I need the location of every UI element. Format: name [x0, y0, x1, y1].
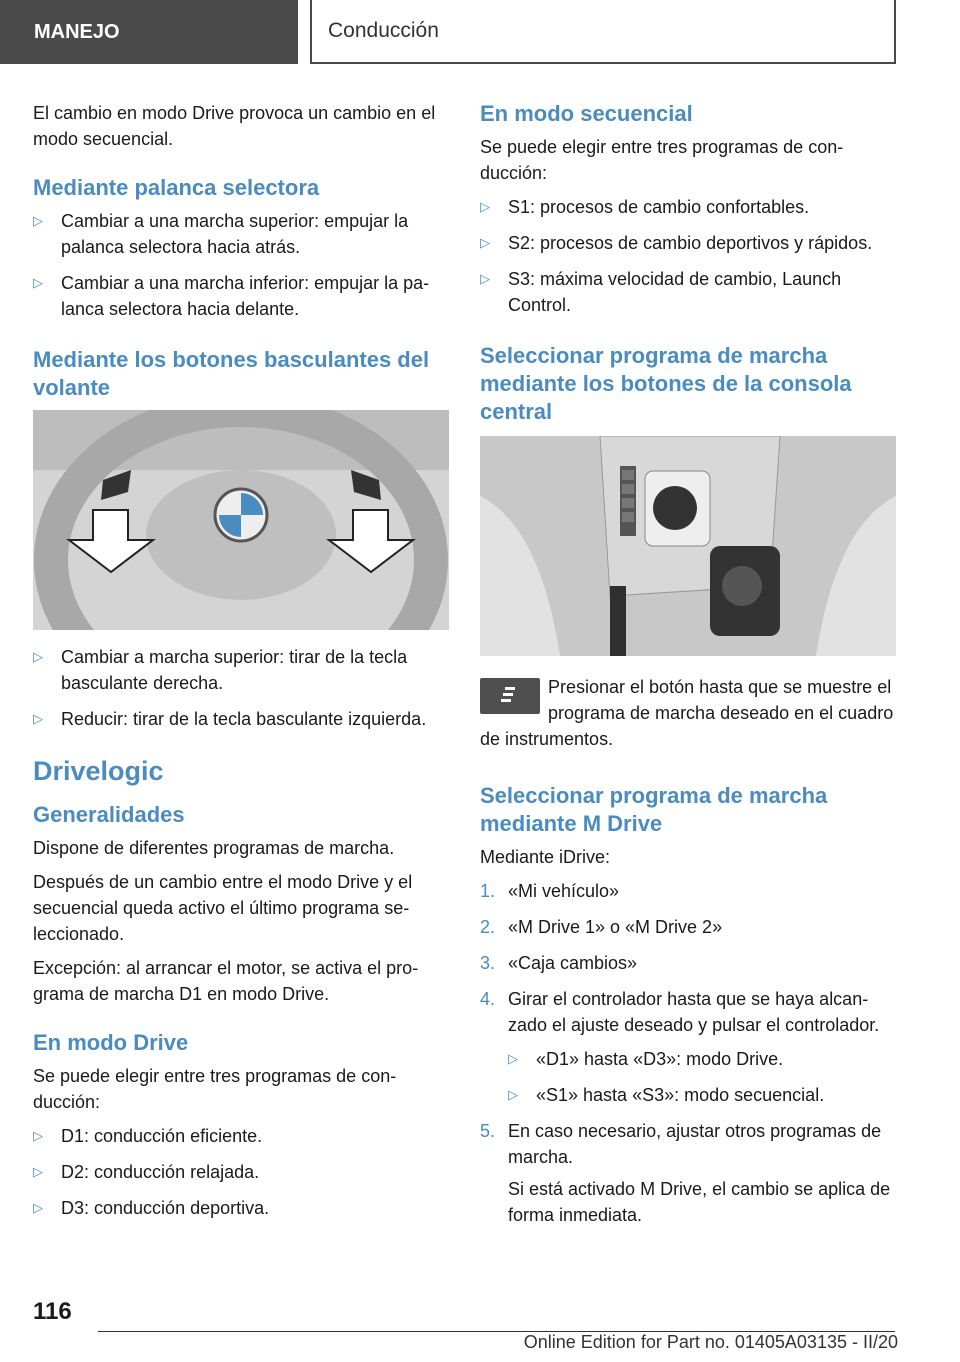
- section-tab: [0, 0, 298, 64]
- step-item: 2. «M Drive 1» o «M Drive 2»: [480, 917, 723, 937]
- selector-list: [33, 208, 453, 322]
- triangle-bullet-icon: ▷: [480, 199, 490, 214]
- list-item: ▷ D2: conducción relajada.: [33, 1159, 453, 1185]
- left-column: [33, 100, 453, 1231]
- sequential-intro: Se puede elegir entre tres programas de conducción:: [480, 137, 844, 183]
- list-item: ▷ S2: procesos de cambio deportivos y rápidos.: [480, 230, 898, 256]
- triangle-bullet-icon: ▷: [33, 1200, 43, 1215]
- step-item: 1. «Mi vehículo»: [480, 881, 620, 901]
- console-paragraph: Presionar el botón hasta que se muestre el programa de marcha deseado en el cuadro de instrumentos.: [480, 677, 894, 749]
- triangle-bullet-icon: ▷: [33, 275, 43, 290]
- list-item: ▷ S1: procesos de cambio confortables.: [480, 194, 898, 220]
- heading-drive-mode: En modo Drive: [33, 1030, 189, 1055]
- heading-general: Generalidades: [33, 802, 185, 827]
- step-4-sublist: [508, 1046, 898, 1108]
- page-number: 116: [33, 1298, 72, 1325]
- list-item: ▷ «S1» hasta «S3»: modo secuencial.: [508, 1082, 898, 1108]
- list-item: ▷ D1: conducción eficiente.: [33, 1123, 453, 1149]
- heading-drivelogic: Drivelogic: [33, 756, 164, 786]
- step-5-note: Si está activado M Drive, el cambio se aplica de forma inmediata.: [508, 1179, 891, 1225]
- triangle-bullet-icon: ▷: [480, 235, 490, 250]
- triangle-bullet-icon: ▷: [33, 649, 43, 664]
- step-item: 4. Girar el controlador hasta que se haya alcanzado el ajuste deseado y pulsar el controlador. ▷ «D1» hasta «D3»: modo Drive. ▷ «S1» hasta «S3»: modo secuencial.: [480, 986, 898, 1108]
- sequential-list: [480, 194, 898, 318]
- step-item: 3. «Caja cambios»: [480, 953, 638, 973]
- list-item: ▷ Cambiar a una marcha inferior: empujar la palanca selectora hacia delante.: [33, 270, 453, 322]
- triangle-bullet-icon: ▷: [508, 1051, 518, 1066]
- section-label: MANEJO: [34, 20, 120, 43]
- list-item: ▷ Reducir: tirar de la tecla basculante izquierda.: [33, 706, 453, 732]
- general-paragraph-3: Excepción: al arrancar el motor, se activa el programa de marcha D1 en modo Drive.: [33, 958, 419, 1004]
- heading-console: Seleccionar programa de marcha mediante los botones de la consola central: [480, 343, 852, 424]
- intro-paragraph: El cambio en modo Drive provoca un cambio en el modo secuencial.: [33, 103, 436, 149]
- list-item: ▷ Cambiar a marcha superior: tirar de la tecla basculante derecha.: [33, 644, 453, 696]
- step-item: 5. En caso necesario, ajustar otros programas de marcha. Si está activado M Drive, el cambio se aplica de forma inmediata.: [480, 1118, 898, 1228]
- list-item: ▷ Cambiar a una marcha superior: empujar la palanca selectora hacia atrás.: [33, 208, 453, 260]
- general-paragraph-1: Dispone de diferentes programas de marcha.: [33, 838, 395, 858]
- list-item: ▷ S3: máxima velocidad de cambio, Launch Control.: [480, 266, 898, 318]
- heading-paddles: Mediante los botones basculantes del volante: [33, 347, 430, 400]
- triangle-bullet-icon: ▷: [508, 1087, 518, 1102]
- triangle-bullet-icon: ▷: [33, 1128, 43, 1143]
- heading-m-drive: Seleccionar programa de marcha mediante M Drive: [480, 783, 828, 836]
- heading-sequential: En modo secuencial: [480, 101, 693, 126]
- list-item: ▷ D3: conducción deportiva.: [33, 1195, 453, 1221]
- drive-list: [33, 1123, 453, 1221]
- m-drive-intro: Mediante iDrive:: [480, 847, 611, 867]
- drivelogic-button-icon: [480, 678, 540, 714]
- chapter-tab: [310, 0, 896, 64]
- center-console-image: [480, 436, 896, 656]
- right-column: [480, 100, 898, 1238]
- chapter-label: Conducción: [328, 19, 439, 42]
- heading-selector-lever: Mediante palanca selectora: [33, 175, 320, 200]
- m-drive-steps: [480, 878, 898, 1228]
- triangle-bullet-icon: ▷: [480, 271, 490, 286]
- steering-wheel-image: [33, 410, 449, 630]
- drive-intro: Se puede elegir entre tres programas de conducción:: [33, 1066, 397, 1112]
- triangle-bullet-icon: ▷: [33, 711, 43, 726]
- general-paragraph-2: Después de un cambio entre el modo Drive y el secuencial queda activo el último programa seleccionado.: [33, 872, 413, 944]
- paddle-list: [33, 644, 453, 732]
- triangle-bullet-icon: ▷: [33, 1164, 43, 1179]
- list-item: ▷ «D1» hasta «D3»: modo Drive.: [508, 1046, 898, 1072]
- triangle-bullet-icon: ▷: [33, 213, 43, 228]
- footer-edition: Online Edition for Part no. 01405A03135 - II/20: [523, 1332, 898, 1352]
